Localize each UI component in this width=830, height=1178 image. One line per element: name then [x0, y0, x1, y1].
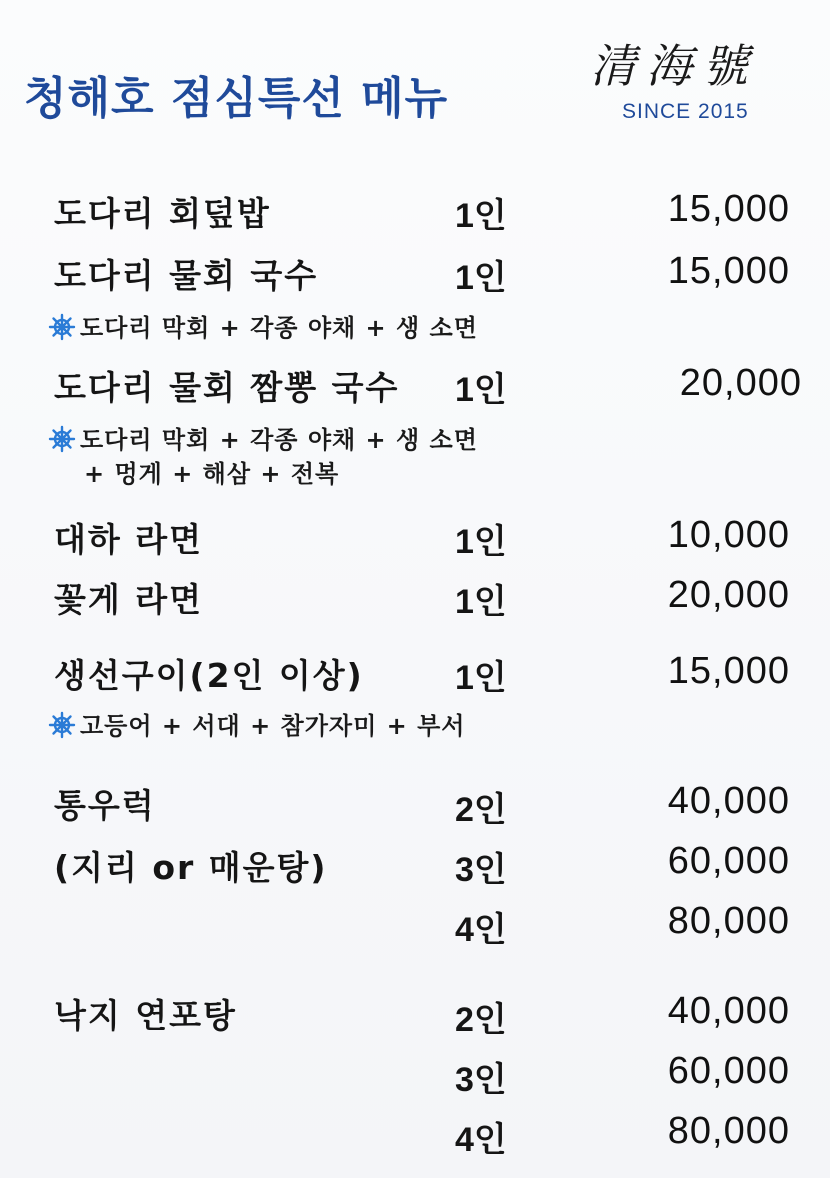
menu-item-qty: 2인	[455, 791, 507, 829]
menu-item-qty: 4인	[455, 1121, 507, 1159]
ship-wheel-icon	[48, 313, 76, 341]
menu-item-name: 꽃게 라면	[54, 580, 204, 619]
menu-item-name: 도다리 물회 짬뽕 국수	[54, 368, 400, 407]
menu-item-name: 통우럭	[54, 786, 156, 825]
menu-item-name: 생선구이(2인 이상)	[54, 656, 364, 695]
ship-wheel-icon	[48, 425, 76, 453]
menu-item-name: 대하 라면	[54, 520, 204, 559]
menu-item-qty: 4인	[455, 911, 507, 949]
menu-item-price: 80,000	[667, 900, 790, 942]
menu-item-qty: 2인	[455, 1001, 507, 1039]
description-text: 고등어 + 서대 + 참가자미 + 부서	[80, 712, 466, 740]
menu-item-price: 15,000	[667, 188, 790, 230]
menu-item-qty: 1인	[455, 523, 507, 561]
ship-wheel-icon	[48, 711, 76, 739]
menu-item-description-cont: + 멍게 + 해삼 + 전복	[84, 460, 340, 488]
menu-item-price: 15,000	[667, 650, 790, 692]
menu-item-name-sub: (지리 or 매운탕)	[54, 848, 328, 887]
menu-item-qty: 3인	[455, 1061, 507, 1099]
brand-name-hanja: 清海號	[590, 39, 758, 93]
menu-item-qty: 1인	[455, 371, 507, 409]
menu-item-price: 40,000	[667, 780, 790, 822]
menu-item-qty: 1인	[455, 197, 507, 235]
menu-item-price: 10,000	[667, 514, 790, 556]
menu-item-price: 80,000	[667, 1110, 790, 1152]
menu-item-description	[48, 706, 465, 741]
menu-item-qty: 1인	[455, 659, 507, 697]
brand-since: SINCE 2015	[622, 100, 749, 123]
menu-item-name: 도다리 회덮밥	[54, 194, 271, 233]
menu-item-price: 60,000	[667, 1050, 790, 1092]
menu-item-price: 15,000	[667, 250, 790, 292]
menu-item-description	[48, 420, 478, 455]
menu-item-qty: 1인	[455, 259, 507, 297]
description-text: 도다리 막회 + 각종 야채 + 생 소면	[80, 426, 478, 454]
description-text: 도다리 막회 + 각종 야채 + 생 소면	[80, 314, 478, 342]
menu-item-price: 60,000	[667, 840, 790, 882]
menu-item-qty: 1인	[455, 583, 507, 621]
menu-item-qty: 3인	[455, 851, 507, 889]
menu-item-price: 40,000	[667, 990, 790, 1032]
menu-item-price: 20,000	[679, 362, 802, 404]
page-title: 청해호 점심특선 메뉴	[24, 73, 449, 124]
menu-item-price: 20,000	[667, 574, 790, 616]
menu-item-name: 낙지 연포탕	[54, 996, 237, 1035]
menu-item-description	[48, 308, 478, 343]
menu-item-name: 도다리 물회 국수	[54, 256, 319, 295]
